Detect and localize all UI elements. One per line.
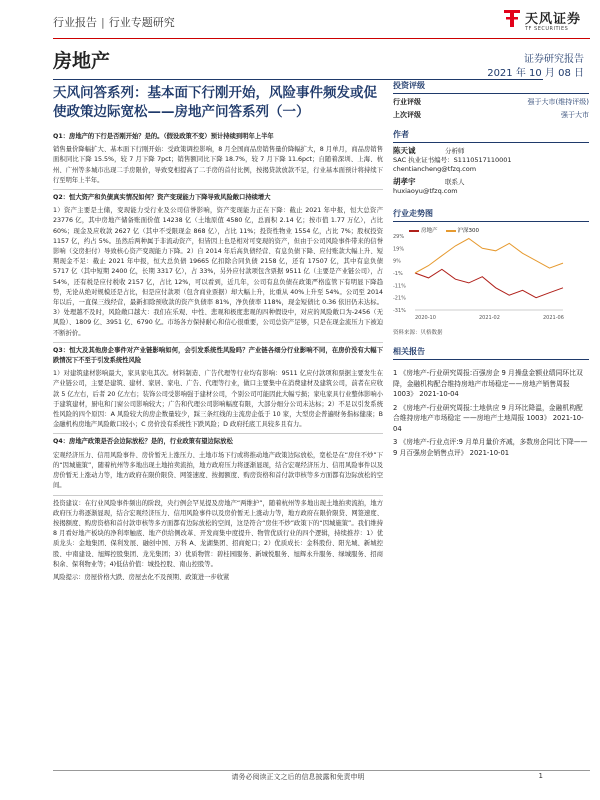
question-4: Q4：房地产政策是否会边际放松？是的，行业政策有望边际放松 (53, 438, 233, 446)
y-tick-label: -11% (393, 283, 406, 290)
legend-label: 沪深300 (457, 228, 480, 234)
analyst-1 (393, 146, 589, 174)
analyst-email[interactable]: chentiancheng@tfzq.com (393, 165, 477, 173)
analyst-name: 陈天诚 (393, 146, 416, 155)
related-report-item[interactable]: 3 《房地产-行业点评:9 月单月量价齐减，多数房企同比下降——9 月百强房企销售点评》 2021-10-01 (393, 438, 588, 457)
rating-value: 强于大市(维持评级) (527, 98, 589, 106)
sector-title: 房地产 (53, 50, 111, 72)
y-tick-label: 29% (393, 234, 405, 240)
footer-disclaimer: 请务必阅读正文之后的信息披露和免责申明 (231, 773, 365, 781)
divider (53, 342, 383, 343)
answer-3: 1）对建筑建材影响最大，家具家电其次。材料制造、广告代理等行业均有影响：9511 亿应付款项和票据主要发生在产业链公司，主要是建筑、建材、家居、家电、广告、代理等行业，做口主要集中在消费建材及建筑公司，前者在应收款 5 亿左右，后者 20 亿左右；装饰公司受影响强于建材公司，个别公司可能因此大幅亏损；家电家具行业整体影响小于建筑建材，厨电和门窗公司影响较大；广告和代理公司影响幅度有限，大部分细分公司未达标；2）不足以引发系统性风险的四个原因：A 风险较大的房企数量较少，踩三条红线的主流房企低于 10 家，大型房企普遍财务指标健康；B 金融机构房地产风险敞口较小；C 房价没有系统性下跌风险；D 政府托底工具较多且有力。 (53, 370, 383, 429)
related-reports (393, 368, 589, 458)
header-rule (53, 38, 590, 39)
logo-mark-icon (503, 8, 521, 30)
related-report-item[interactable]: 1 《房地产-行业研究周报:百强房企 9 月操盘金额业绩同环比双降，金融机构配合维持房地产市场稳定——房地产销售周报 1003》 2021-10-04 (393, 369, 583, 398)
y-tick-label: -21% (393, 295, 406, 302)
question-3: Q3：恒大及其他房企事件对产业链影响如何，会引发系统性风险吗？产业链各细分行业影响不同，在房价没有大幅下跌情况下不至于引发系统性风险 (53, 346, 383, 365)
trend-chart (393, 226, 589, 326)
chart-legend (409, 226, 479, 234)
analyst-email[interactable]: huxiaoyu@tfzq.com (393, 187, 458, 195)
rating-section-title: 投资评级 (393, 80, 589, 94)
report-subcategory: 行业专题研究 (108, 16, 175, 29)
analyst-name: 胡孝宇 (393, 177, 416, 186)
trend-chart-svg (393, 226, 589, 326)
prev-rating-row (393, 110, 589, 121)
divider (53, 433, 383, 434)
related-section-title: 相关报告 (393, 346, 589, 360)
legend-item (409, 226, 438, 234)
footer-rule (53, 770, 590, 771)
report-title: 天风问答系列：基本面下行刚开始，风险事件频发或促使政策边际宽松——房地产问答系列（一） (53, 85, 377, 120)
logo-cn-text: 天风证券 (525, 12, 582, 27)
chart-source: 资料来源：贝格数据 (393, 330, 443, 336)
rating-label: 行业评级 (393, 98, 421, 106)
x-tick-label: 2020-10 (415, 315, 436, 321)
analyst-2 (393, 177, 589, 196)
trend-section-title: 行业走势图 (393, 208, 589, 222)
analyst-role: 分析师 (445, 147, 465, 155)
prev-rating-label: 上次评级 (393, 111, 421, 119)
y-tick-label: 9% (393, 258, 401, 265)
answer-2: 1）资产主要是土储，变现能力受行业及公司信誉影响，资产变现能力正在下降：截止 2021 年中报，恒大总资产 23776 亿，其中房地产储备账面价值 14238 亿（土地原值 4580 亿，总面积 2.14 亿；按市值 1.77 万亿），占比 60%；现金及应收款 2627 亿（其中不受限现金 868 亿），占比 11%；投资性物业 1554 亿，占比 7%；股权投资 1157 亿，约占 5%。虽然后两种属于非流动资产，但皆因上也是相对可变现的资产，但由于公司风险事件带来的信誉影响（交房拒付）导致核心资产变现能力下降。2）自 2014 年后高负债经营、有息负债下降、应付账款大幅上升、短期现金不足：截止 2021 年中报，恒大总负债 19665 亿扣除合同负债 2158 亿，还有 17507 亿，其中有息负债 5717 亿（其中短期 2400 亿，长期 3317 亿），占 33%，另外应付款项包含票据 9511 亿（主要是产业链公司），占 54%，还有税是应付税收 2157 亿，占比 12%，可以看到，近几年，公司有息负债在政策严格监管下有明显下降趋势，无论从绝对规模还是占比，但是应付款项（包含商业票据）却大幅上升，比重从 40%上升至 54%。公司至 2014 年以后，一直保三线经营，最新扣除预收款的资产负债率 81%，净负债率 118%，现金短债比 0.36 依旧仍未达标。3）处理越不及时，风险敞口越大：我们在乐观、中性、悲观和极度悲观的四种假设中，对应的风险敞口为-2456（无风险）、1809 亿、3951 亿、6790 亿。市场各方保持耐心和信心很重要，公司总资产足够，只是在现金流压力下被迫不断折价。 (53, 207, 383, 337)
report-header (53, 14, 175, 30)
page-number: 1 (538, 772, 543, 780)
investment-advice: 投资建议：在行业风险事件频出的阶段，央行例会罕见提及房地产“两维护”，随着杭州等多地出现土地拍卖流拍，地方政府压力将逐渐显现，结合宏观经济压力、信用风险事件以及房价暂无上涨动力等，地方政府在限价限贷、网签速度、按揭额度、购房资格和首付款审核等多方面都有边际放松的空间，这是符合“房住不炒”政策下的“因城施策”。我们维持 8 月看好地产板块的净利率触底、地产供给侧改革、开发商集中度提升、物管优质行业的四个逻辑，持续推荐：1）优质龙头：金地集团、保利发展、融创中国、万科 A、龙湖集团、招商蛇口；2）优质成长：金科股份、阳光城、新城控股、中南建设、旭辉控股集团、龙光集团；3）优质物管：碧桂园服务、新城悦服务、旭辉永升服务、绿城服务、招商积余、保利物业等；4)低估价值：城投控股、南山控股等。 (53, 499, 383, 568)
header-separator: | (101, 16, 105, 29)
related-report-item[interactable]: 2 《房地产-行业研究周报:土地供应 9 月环比降温，金融机构配合维持房地产市场稳定 ——房地产土地周报 1003》 2021-10-04 (393, 403, 584, 433)
question-1: Q1：房地产的下行是否刚开始？是的。（假设政策不变）预计持续到明年上半年 (53, 133, 274, 140)
company-logo (503, 6, 595, 38)
answer-1: 销售量价降幅扩大、基本面下行刚开始：受政策调控影响，8 月全国商品房销售量价降幅扩大，8 月单月，商品房销售面积同比下降 15.5%，较 7 月下降 7pct；销售额同比下降 18.7%，较 7 月下降 11.6pct；自随着深圳、上海、杭州、广州等多城市出现二手房限价，导致变相提高了二手房的首付比例，按揭贷款放款不足，行业基本面预计将持续下行至明年上半年。 (53, 146, 383, 184)
logo-en-text: TF SECURITIES (525, 26, 569, 32)
x-tick-label: 2021-06 (543, 315, 564, 321)
divider (53, 495, 383, 496)
series-line (415, 239, 563, 274)
footer (53, 772, 543, 782)
y-tick-label: -31% (393, 308, 406, 314)
author-section-title: 作者 (393, 129, 589, 143)
analyst-sac: SAC 执业证书编号：S1110517110001 (393, 156, 512, 164)
rating-row (393, 97, 589, 108)
sidebar (393, 80, 589, 461)
series-line (415, 269, 563, 297)
y-tick-label: -1% (393, 271, 403, 277)
divider (53, 189, 383, 190)
legend-label: 房地产 (421, 228, 438, 234)
main-content (53, 132, 383, 586)
prev-rating-value: 强于大市 (561, 111, 589, 119)
analyst-role: 联系人 (445, 178, 465, 186)
report-category: 行业报告 (53, 16, 97, 29)
answer-4: 宏观经济压力、信用风险事件、房价暂无上涨压力、土地市场下行或将推动地产政策边际放松，宽松是在“房住不炒”下的“因城施策”，随着杭州等多地出现土地拍卖流拍，地方政府压力将逐渐显现，结合宏观经济压力、信用风险事件以及房价暂无上涨动力等，地方政府在限价限贷、网签速度、按揭额度、购房资格和首付款审核等多方面都有边际放松的空间。 (53, 451, 383, 490)
risk-warning: 风险提示：房屋价格大跌、房屋去化不及预期、政策进一步收紧 (53, 573, 230, 581)
question-2: Q2：恒大资产和负债真实情况如何？资产变现能力下降导致风险敞口持续增大 (53, 194, 271, 202)
report-type: 证券研究报告 (524, 54, 584, 65)
x-tick-label: 2021-02 (479, 315, 500, 321)
report-date: 2021 年 10 月 08 日 (487, 68, 584, 79)
y-tick-label: 19% (393, 246, 405, 253)
legend-item (446, 226, 480, 234)
